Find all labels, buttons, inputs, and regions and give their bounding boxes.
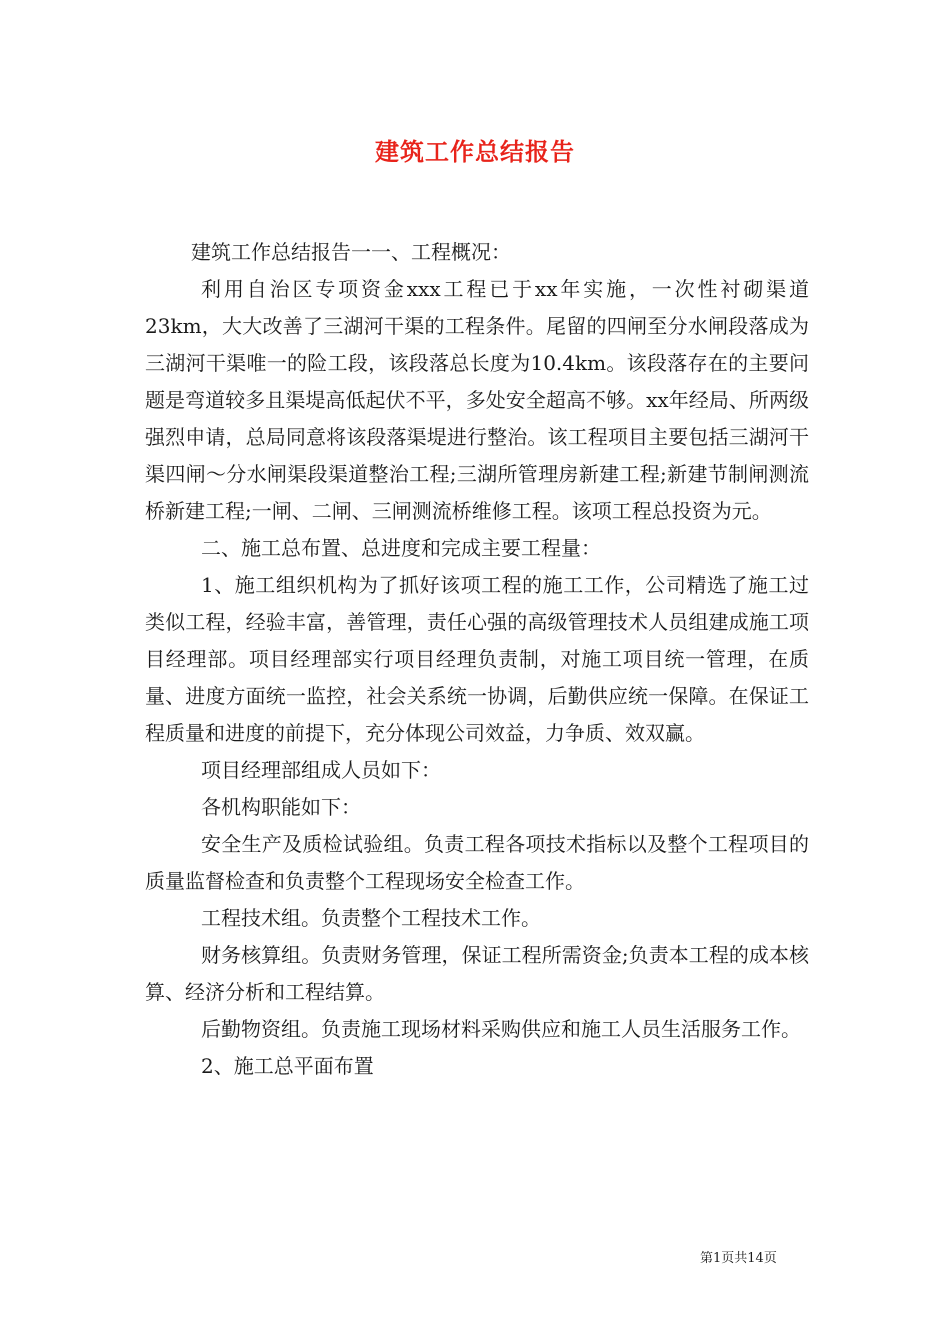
paragraph-section-two-heading: 二、施工总布置、总进度和完成主要工程量： (201, 536, 601, 560)
page-number-footer: 第1页共14页 (700, 1251, 777, 1266)
document-title: 建筑工作总结报告 (375, 137, 575, 166)
document-body (145, 234, 809, 1085)
paragraph-organization: 1、施工组织机构为了抓好该项工程的施工工作，公司精选了施工过类似工程，经验丰富，善管理，责任心强的高级管理技术人员组建成施工项目经理部。项目经理部实行项目经理负责制，对施工项目统一管理，在质量、进度方面统一监控，社会关系统一协调，后勤供应统一保障。在保证工程质量和进度的前提下，充分体现公司效益，力争质、效双赢。 (145, 573, 809, 745)
paragraph-functions: 各机构职能如下： (201, 795, 361, 819)
paragraph-tech-group: 工程技术组。负责整个工程技术工作。 (201, 906, 541, 930)
paragraph-overview: 利用自治区专项资金xxx工程已于xx年实施，一次性衬砌渠道23km，大大改善了三湖河干渠的工程条件。尾留的四闸至分水闸段落成为三湖河干渠唯一的险工段，该段落总长度为10.4km。该段落存在的主要问题是弯道较多且渠堤高低起伏不平，多处安全超高不够。xx年经局、所两级强烈申请，总局同意将该段落渠堤进行整治。该工程项目主要包括三湖河干渠四闸～分水闸渠段渠道整治工程;三湖所管理房新建工程;新建节制闸测流桥新建工程;一闸、二闸、三闸测流桥维修工程。该项工程总投资为元。 (145, 277, 809, 523)
paragraph-safety-group: 安全生产及质检试验组。负责工程各项技术指标以及整个工程项目的质量监督检查和负责整个工程现场安全检查工作。 (145, 832, 809, 893)
paragraph-overview-heading: 建筑工作总结报告一一、工程概况： (191, 240, 511, 264)
paragraph-layout-heading: 2、施工总平面布置 (201, 1054, 374, 1078)
paragraph-members: 项目经理部组成人员如下： (201, 758, 441, 782)
paragraph-logistics-group: 后勤物资组。负责施工现场材料采购供应和施工人员生活服务工作。 (201, 1017, 801, 1041)
paragraph-finance-group: 财务核算组。负责财务管理，保证工程所需资金;负责本工程的成本核算、经济分析和工程结算。 (145, 943, 809, 1004)
